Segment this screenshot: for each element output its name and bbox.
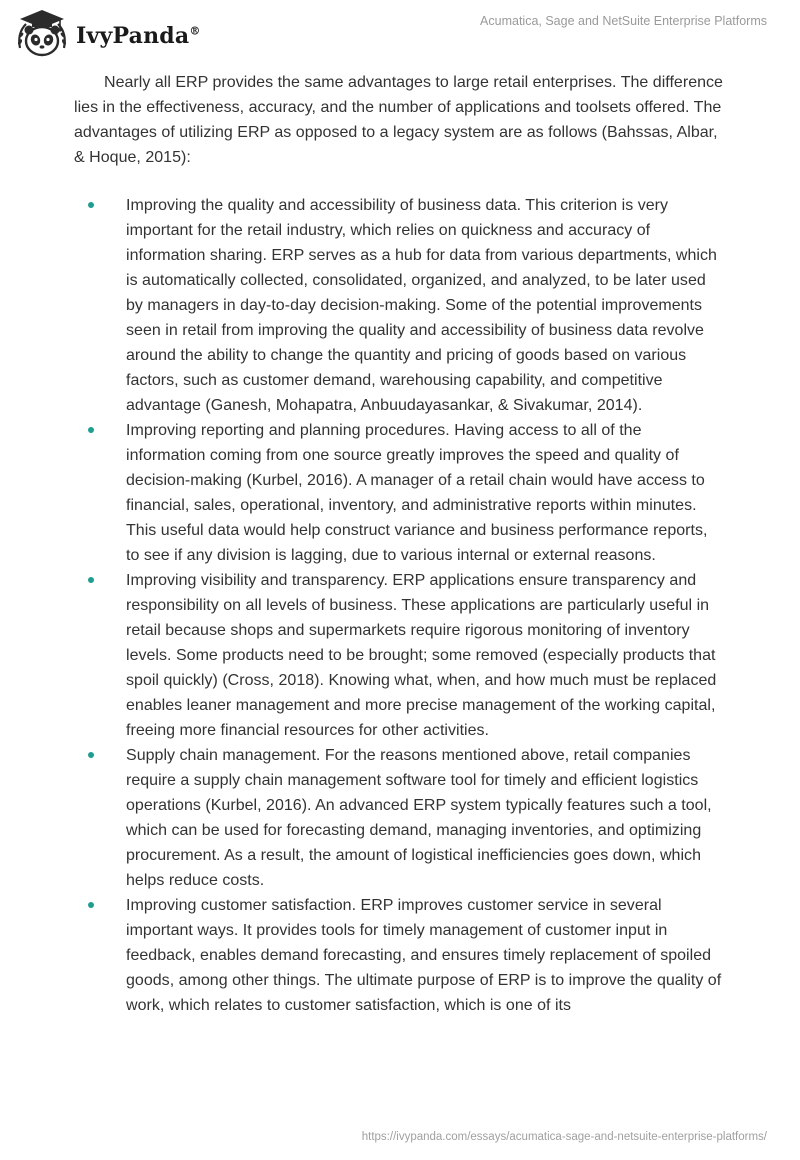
list-item — [74, 893, 724, 1018]
list-item — [74, 743, 724, 893]
panda-graduation-cap-icon — [14, 8, 70, 60]
bullet-icon — [88, 202, 94, 208]
list-item — [74, 193, 724, 418]
list-item-text: Improving reporting and planning procedures. Having access to all of the information coming from one source greatly improves the speed and quality of decision-making (Kurbel, 2016). A manager of a retail chain would have access to financial, sales, operational, inventory, and administrative reports within minutes. This useful data would help construct variance and business performance reports, to see if any division is lagging, due to various internal or external reasons. — [126, 422, 708, 564]
advantages-list — [74, 193, 724, 1018]
bullet-icon — [88, 577, 94, 583]
page-header — [0, 0, 800, 70]
list-item-text: Improving visibility and transparency. ERP applications ensure transparency and responsibility on all levels of business. These applications are particularly useful in retail because shops and supermarkets require rigorous monitoring of inventory levels. Some products need to be brought; some removed (especially products that spoil quickly) (Cross, 2018). Knowing what, when, and how much must be replaced enables leaner management and more precise management of the working capital, freeing more financial resources for other activities. — [126, 572, 717, 739]
bullet-icon — [88, 752, 94, 758]
logo-wordmark: IvyPanda® — [76, 23, 201, 49]
list-item-text: Supply chain management. For the reasons mentioned above, retail companies require a supply chain management software tool for timely and efficient logistics operations (Kurbel, 2016). An advanced ERP system typically features such a tool, which can be used for forecasting demand, managing inventories, and optimizing procurement. As a result, the amount of logistical inefficiencies goes down, which helps reduce costs. — [126, 747, 712, 889]
bullet-icon — [88, 902, 94, 908]
essay-body — [74, 70, 724, 1018]
registered-mark: ® — [189, 24, 201, 38]
list-item-text: Improving the quality and accessibility of business data. This criterion is very important for the retail industry, which relies on quickness and accuracy of information sharing. ERP serves as a hub for data from various departments, which is automatically collected, consolidated, organized, and analyzed, to be later used by managers in day-to-day decision-making. Some of the potential improvements seen in retail from improving the quality and accessibility of business data revolve around the ability to change the quantity and pricing of goods based on various factors, such as customer demand, warehousing capability, and competitive advantage (Ganesh, Mohapatra, Anbuudayasankar, & Sivakumar, 2014). — [126, 197, 717, 414]
source-url-link[interactable]: https://ivypanda.com/essays/acumatica-sage-and-netsuite-enterprise-platforms/ — [361, 1131, 767, 1143]
list-item — [74, 568, 724, 743]
document-title: Acumatica, Sage and NetSuite Enterprise Platforms — [480, 14, 767, 28]
ivypanda-logo[interactable] — [14, 8, 201, 60]
list-item-text: Improving customer satisfaction. ERP improves customer service in several important ways. It provides tools for timely management of customer input in feedback, enables demand forecasting, and ensures timely replacement of spoiled goods, among other things. The ultimate purpose of ERP is to improve the quality of work, which relates to customer satisfaction, which is one of its — [126, 897, 722, 1014]
bullet-icon — [88, 427, 94, 433]
list-item — [74, 418, 724, 568]
intro-paragraph: Nearly all ERP provides the same advantages to large retail enterprises. The difference lies in the effectiveness, accuracy, and the number of applications and toolsets offered. The advantages of utilizing ERP as opposed to a legacy system are as follows (Bahssas, Albar, & Hoque, 2015): — [74, 74, 723, 166]
